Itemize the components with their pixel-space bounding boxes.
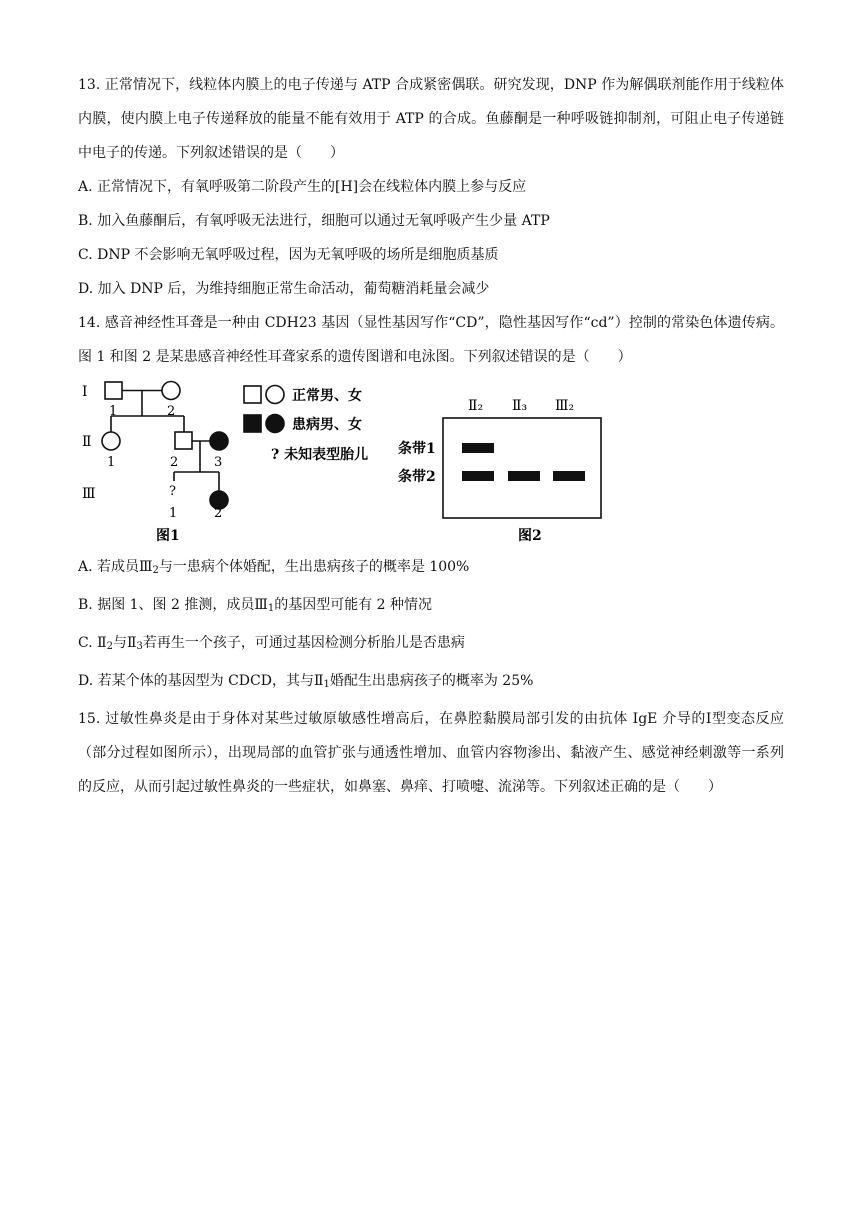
pedigree-II2-normal-male (175, 432, 192, 449)
q14-c-text-2: 与Ⅱ (113, 635, 137, 651)
pedigree-gen-I-label: Ⅰ (82, 384, 88, 400)
q14-b-subscript: 1 (267, 603, 275, 614)
q13-option-a: A. 正常情况下，有氧呼吸第二阶段产生的[H]会在线粒体内膜上参与反应 (78, 179, 527, 195)
legend-normal-male-icon (244, 386, 261, 403)
pedigree-I1-number: 1 (109, 404, 118, 419)
gel-band-label-2: 条带2 (398, 469, 436, 485)
q14-option-c (78, 626, 784, 664)
gel-band-III2-band2 (553, 471, 585, 481)
pedigree-III1-number: 1 (169, 506, 178, 521)
q14-figures (78, 374, 784, 550)
pedigree-II1-normal-female (102, 432, 120, 450)
q14-b-text-1: B. 据图 1、图 2 推测，成员Ⅲ (78, 597, 268, 613)
q14-c-text-1: C. Ⅱ (78, 635, 107, 651)
gel-band-II2-band1 (462, 443, 494, 453)
gel-lane-label-II3: Ⅱ₃ (512, 398, 528, 414)
q13-option-c: C. DNP 不会影响无氧呼吸过程，因为无氧呼吸的场所是细胞质基质 (78, 247, 499, 263)
gel-lane-label-III2: Ⅲ₂ (555, 398, 575, 414)
q13-option-b: B. 加入鱼藤酮后，有氧呼吸无法进行，细胞可以通过无氧呼吸产生少量 ATP (78, 213, 550, 229)
q14-d-text-2: 婚配生出患病孩子的概率为 25% (329, 673, 534, 689)
pedigree-II3-affected-female (210, 432, 228, 450)
pedigree-II1-number: 1 (107, 455, 116, 470)
legend-normal-female-icon (266, 386, 284, 404)
question-15-stem: 15. 过敏性鼻炎是由于身体对某些过敏原敏感性增高后，在鼻腔黏膜局部引发的由抗体 IgE 介导的Ⅰ型变态反应（部分过程如图所示），出现局部的血管扩张与通透性增加、血管内容物渗出、黏液产生、感觉神经刺激等一系列的反应，从而引起过敏性鼻炎的一些症状，如鼻塞、鼻痒、打喷嚏、流涕等。下列叙述正确的是（ ） (78, 711, 784, 795)
q14-a-text-2: 与一患病个体婚配，生出患病孩子的概率是 100% (158, 559, 470, 575)
q14-a-text-1: A. 若成员Ⅲ (78, 559, 153, 575)
exam-page (78, 68, 784, 804)
gel-lane-label-II2: Ⅱ₂ (468, 398, 484, 414)
q14-option-a (78, 550, 784, 588)
question-13-stem: 13. 正常情况下，线粒体内膜上的电子传递与 ATP 合成紧密偶联。研究发现，DNP 作为解偶联剂能作用于线粒体内膜，使内膜上电子传递释放的能量不能有效用于 ATP 的合成。鱼藤酮是一种呼吸链抑制剂，可阻止电子传递链中电子的传递。下列叙述错误的是（ ） (78, 77, 784, 161)
q14-d-text-1: D. 若某个体的基因型为 CDCD，其与Ⅱ (78, 673, 324, 689)
pedigree-III1-unknown-mark: ? (169, 484, 176, 499)
legend-affected-female-icon (266, 415, 284, 433)
gel-band-II3-band2 (508, 471, 540, 481)
q14-option-d (78, 664, 784, 702)
gel-band-label-1: 条带1 (398, 441, 436, 457)
legend-unknown-label: ? 未知表型胎儿 (271, 447, 369, 463)
question-14-stem: 14. 感音神经性耳聋是一种由 CDH23 基因（显性基因写作“CD”，隐性基因写作“cd”）控制的常染色体遗传病。图 1 和图 2 是某患感音神经性耳聋家系的遗传图谱和电泳图。下列叙述错误的是（ ） (78, 315, 784, 365)
q14-b-text-2: 的基因型可能有 2 种情况 (274, 597, 433, 613)
q14-a-subscript: 2 (152, 565, 159, 576)
q14-d-subscript: 1 (323, 679, 330, 690)
gel-frame (443, 418, 601, 518)
q14-c-subscript-2: 3 (136, 641, 143, 652)
pedigree-II3-number: 3 (214, 455, 223, 470)
figure2-caption: 图2 (518, 528, 542, 544)
legend-affected-male-icon (244, 415, 261, 432)
q13-option-d: D. 加入 DNP 后，为维持细胞正常生命活动，葡萄糖消耗量会减少 (78, 281, 490, 297)
legend-affected-label: 患病男、女 (292, 417, 362, 433)
q14-figure-svg (78, 374, 784, 550)
pedigree-III2-number: 2 (214, 506, 223, 521)
pedigree-I2-number: 2 (167, 404, 176, 419)
pedigree-II2-number: 2 (170, 455, 179, 470)
pedigree-gen-II-label: Ⅱ (82, 434, 92, 450)
figure1-caption: 图1 (156, 528, 180, 544)
pedigree-I2-normal-female (162, 382, 180, 400)
pedigree-I1-normal-male (105, 382, 122, 399)
q14-option-b (78, 588, 784, 626)
gel-band-II2-band2 (462, 471, 494, 481)
q14-c-subscript-1: 2 (106, 641, 114, 652)
pedigree-gen-III-label: Ⅲ (82, 486, 96, 502)
q14-c-text-3: 若再生一个孩子，可通过基因检测分析胎儿是否患病 (142, 635, 465, 651)
legend-normal-label: 正常男、女 (292, 388, 362, 404)
